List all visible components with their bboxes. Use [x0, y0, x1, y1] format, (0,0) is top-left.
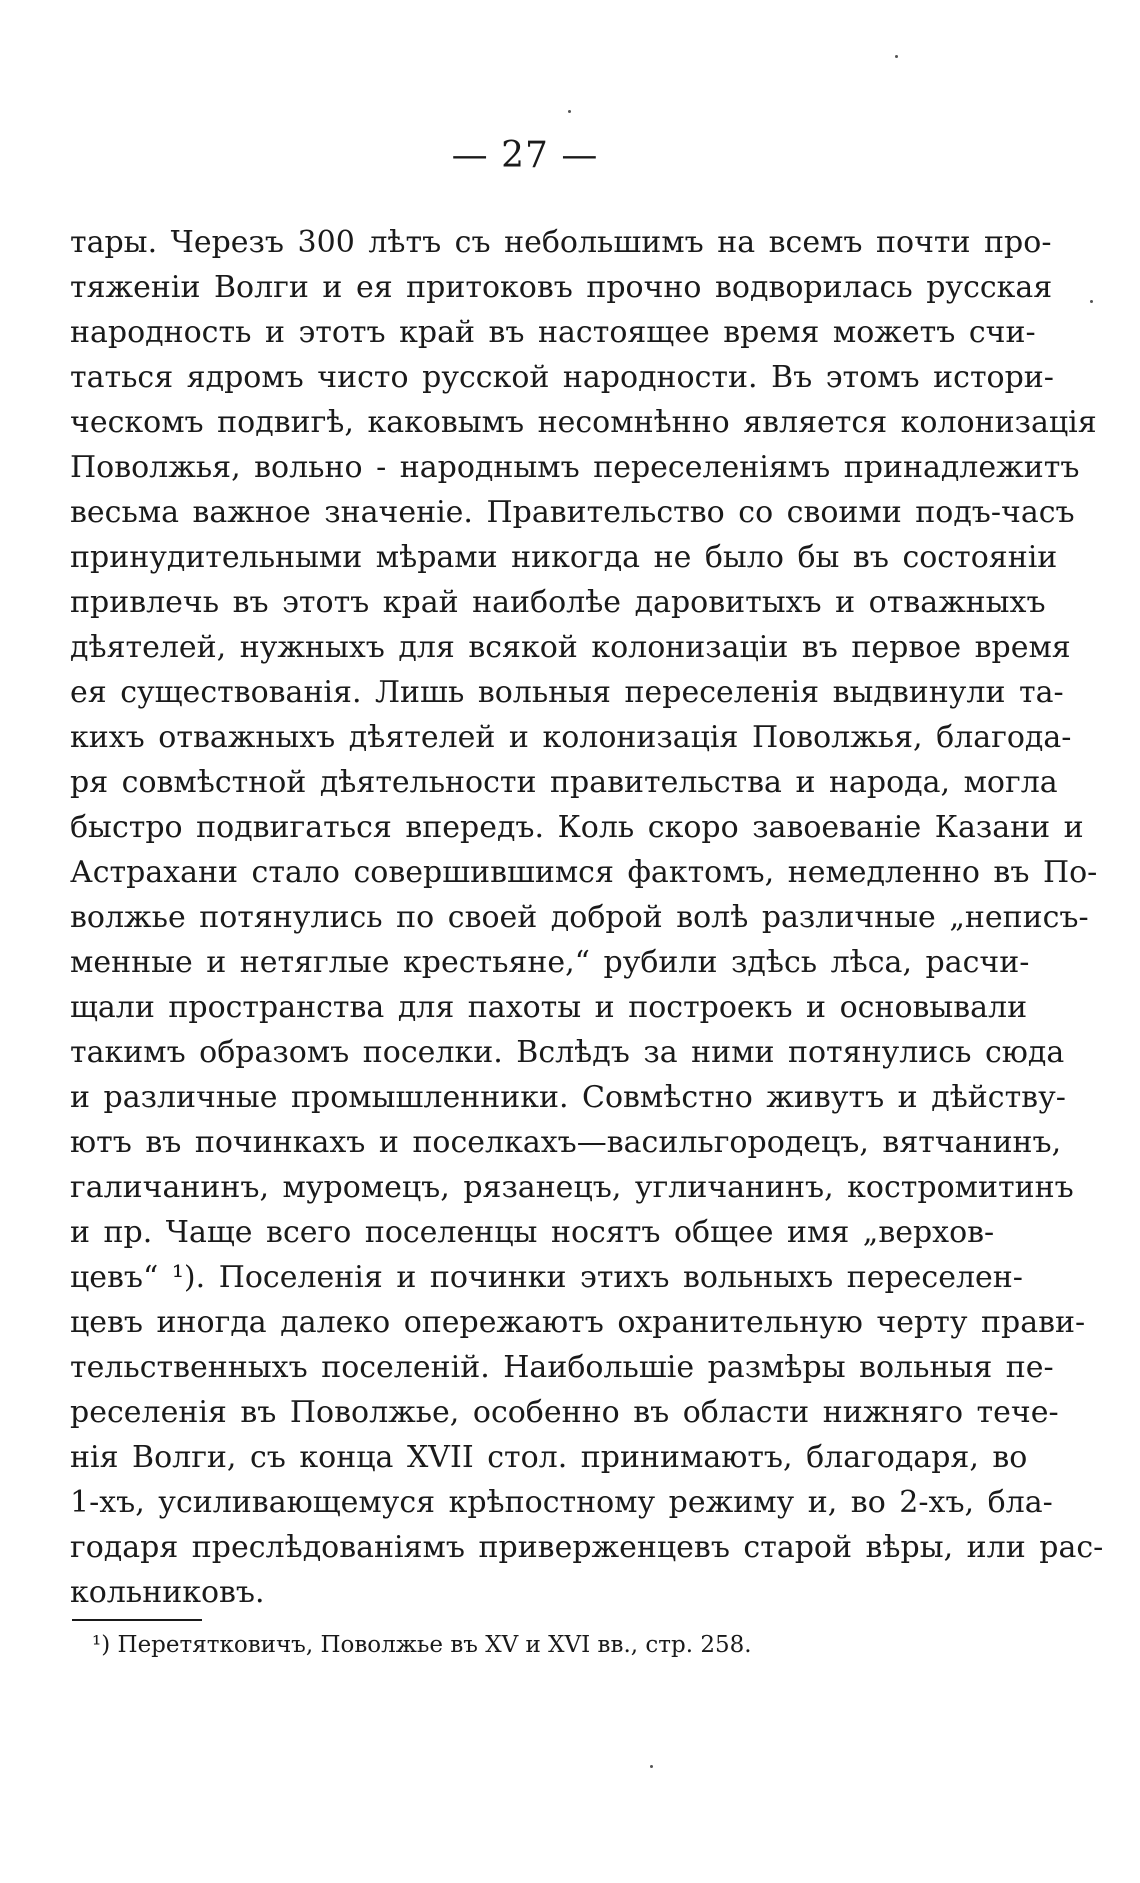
text-line: ря совмѣстной дѣятельности правительства и народа, могла	[70, 765, 1058, 800]
text-line: менные и нетяглые крестьяне,“ рубили здѣсь лѣса, расчи-	[70, 945, 1030, 980]
text-line: ютъ въ починкахъ и поселкахъ—васильгородецъ, вятчанинъ,	[70, 1125, 1062, 1160]
text-line: быстро подвигаться впередъ. Коль скоро завоеваніе Казани и	[70, 810, 1084, 845]
text-line: таться ядромъ чисто русской народности. Въ этомъ истори-	[70, 360, 1054, 395]
text-line: весьма важное значеніе. Правительство со своими подъ-часъ	[70, 495, 1075, 530]
speck	[1090, 300, 1093, 303]
text-line: Поволжья, вольно - народнымъ переселеніямъ принадлежитъ	[70, 450, 1080, 485]
text-line: цевъ“ ¹). Поселенія и починки этихъ вольныхъ переселен-	[70, 1260, 1023, 1295]
speck	[650, 1765, 653, 1768]
text-line: щали пространства для пахоты и построекъ и основывали	[70, 990, 1028, 1025]
text-line: кольниковъ.	[70, 1575, 265, 1610]
text-line: цевъ иногда далеко опережаютъ охранительную черту прави-	[70, 1305, 1086, 1340]
text-line: нія Волги, съ конца XVII стол. принимаютъ, благодаря, во	[70, 1440, 1028, 1475]
text-line: тары. Черезъ 300 лѣтъ съ небольшимъ на всемъ почти про-	[70, 225, 1052, 260]
text-line: 1-хъ, усиливающемуся крѣпостному режиму и, во 2-хъ, бла-	[70, 1485, 1053, 1520]
text-line: годаря преслѣдованіямъ приверженцевъ старой вѣры, или рас-	[70, 1530, 1104, 1565]
text-line: галичанинъ, муромецъ, рязанецъ, угличанинъ, костромитинъ	[70, 1170, 1074, 1205]
body-text	[70, 220, 1104, 1615]
text-line: и пр. Чаще всего поселенцы носятъ общее имя „верхов-	[70, 1215, 995, 1250]
footnote	[92, 1630, 752, 1660]
text-line: такимъ образомъ поселки. Вслѣдъ за ними потянулись сюда	[70, 1035, 1065, 1070]
text-line: тельственныхъ поселеній. Наибольшіе размѣры вольныя пе-	[70, 1350, 1054, 1385]
text-line: Астрахани стало совершившимся фактомъ, немедленно въ По-	[70, 855, 1098, 890]
footnote-divider	[72, 1619, 202, 1621]
text-line: ея существованія. Лишь вольныя переселенія выдвинули та-	[70, 675, 1064, 710]
text-line: тяженіи Волги и ея притоковъ прочно водворилась русская	[70, 270, 1053, 305]
speck	[895, 55, 898, 58]
text-line: реселенія въ Поволжье, особенно въ области нижняго тече-	[70, 1395, 1059, 1430]
text-line: дѣятелей, нужныхъ для всякой колонизаціи въ первое время	[70, 630, 1071, 665]
text-line: кихъ отважныхъ дѣятелей и колонизація Поволжья, благода-	[70, 720, 1072, 755]
text-line: и различные промышленники. Совмѣстно живутъ и дѣйству-	[70, 1080, 1066, 1115]
text-line: принудительными мѣрами никогда не было бы въ состояніи	[70, 540, 1058, 575]
text-line: народность и этотъ край въ настоящее время можетъ счи-	[70, 315, 1036, 350]
text-line: волжье потянулись по своей доброй волѣ различные „неписъ-	[70, 900, 1089, 935]
speck	[568, 110, 571, 113]
text-line: ческомъ подвигѣ, каковымъ несомнѣнно является колонизація	[70, 405, 1097, 440]
footnote-marker: ¹)	[92, 1632, 111, 1658]
footnote-text: Перетятковичъ, Поволжье въ XV и XVI вв., стр. 258.	[117, 1632, 752, 1658]
page-number: — 27 —	[451, 135, 599, 176]
text-line: привлечь въ этотъ край наиболѣе даровитыхъ и отважныхъ	[70, 585, 1046, 620]
